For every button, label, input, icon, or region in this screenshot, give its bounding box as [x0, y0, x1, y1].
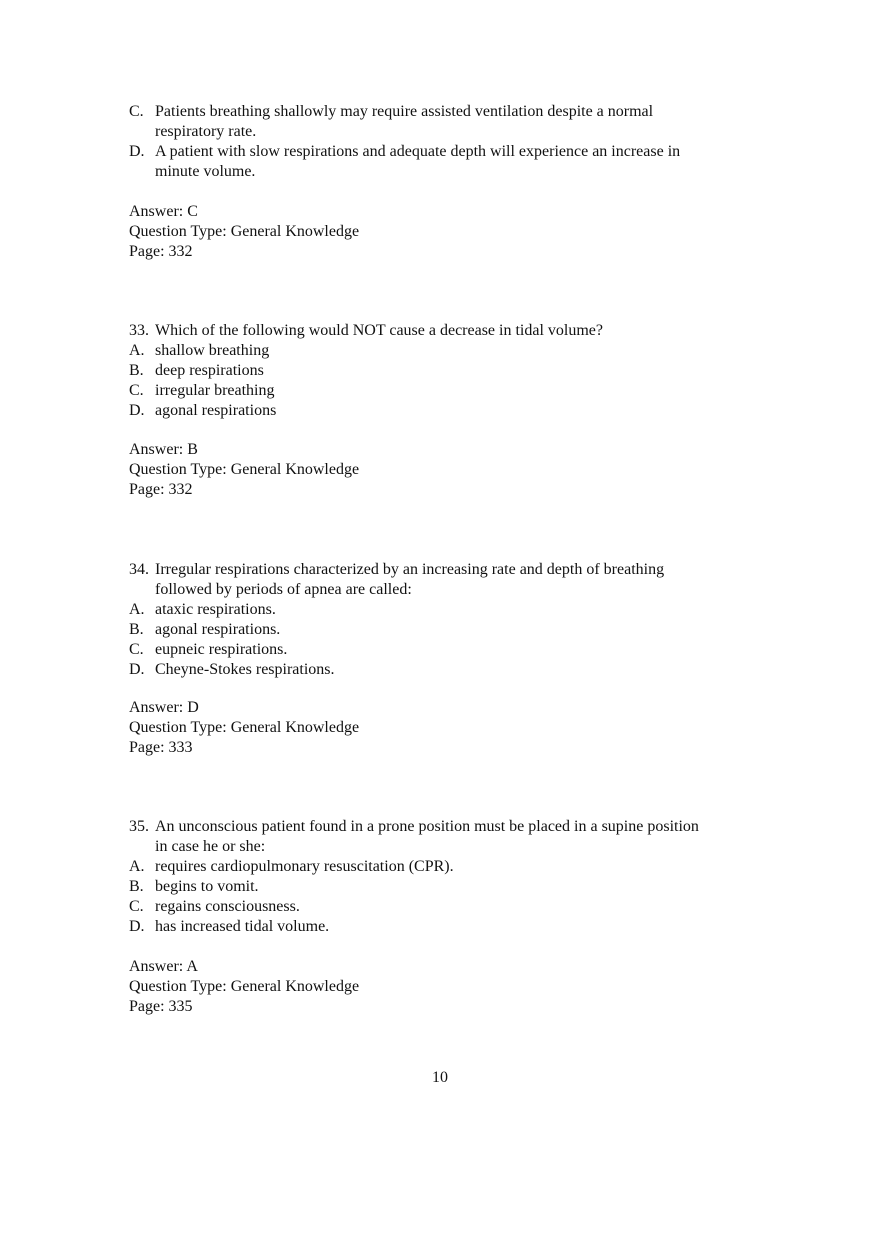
question-type: Question Type: General Knowledge	[129, 978, 360, 995]
option-d: D. has increased tidal volume.	[129, 918, 330, 935]
question-stem: 35. An unconscious patient found in a prone position must be placed in a supine position	[129, 818, 699, 835]
question-35-meta	[129, 957, 769, 1017]
option-c: C. irregular breathing	[129, 382, 275, 399]
page-reference: Page: 335	[129, 998, 193, 1015]
answer: Answer: C	[129, 203, 198, 220]
option-d: D. A patient with slow respirations and adequate depth will experience an increase in	[129, 143, 681, 160]
question-34-meta	[129, 698, 769, 758]
page-reference: Page: 332	[129, 243, 193, 260]
option-a: A. shallow breathing	[129, 342, 270, 359]
option-b: B. deep respirations	[129, 362, 264, 379]
question-stem: 34. Irregular respirations characterized by an increasing rate and depth of breathing	[129, 561, 665, 578]
answer: Answer: D	[129, 699, 199, 716]
question-33	[129, 321, 769, 421]
option-c-continued: respiratory rate.	[155, 123, 257, 140]
page-number: 10	[432, 1069, 448, 1086]
question-34	[129, 560, 769, 680]
page-reference: Page: 333	[129, 739, 193, 756]
carryover-meta	[129, 202, 769, 262]
option-b: B. begins to vomit.	[129, 878, 259, 895]
question-stem-continued: followed by periods of apnea are called:	[155, 581, 412, 598]
carryover-options	[129, 102, 769, 182]
question-35	[129, 817, 769, 937]
question-type: Question Type: General Knowledge	[129, 461, 360, 478]
page-reference: Page: 332	[129, 481, 193, 498]
answer: Answer: B	[129, 441, 198, 458]
question-33-meta	[129, 440, 769, 500]
option-c: C. Patients breathing shallowly may require assisted ventilation despite a normal	[129, 103, 654, 120]
question-type: Question Type: General Knowledge	[129, 223, 360, 240]
answer: Answer: A	[129, 958, 198, 975]
question-type: Question Type: General Knowledge	[129, 719, 360, 736]
option-d: D. agonal respirations	[129, 402, 277, 419]
option-b: B. agonal respirations.	[129, 621, 281, 638]
option-c: C. eupneic respirations.	[129, 641, 288, 658]
question-stem: 33. Which of the following would NOT cause a decrease in tidal volume?	[129, 322, 604, 339]
option-c: C. regains consciousness.	[129, 898, 300, 915]
question-stem-continued: in case he or she:	[155, 838, 266, 855]
option-d-continued: minute volume.	[155, 163, 256, 180]
option-a: A. ataxic respirations.	[129, 601, 276, 618]
option-a: A. requires cardiopulmonary resuscitation (CPR).	[129, 858, 454, 875]
option-d: D. Cheyne-Stokes respirations.	[129, 661, 335, 678]
